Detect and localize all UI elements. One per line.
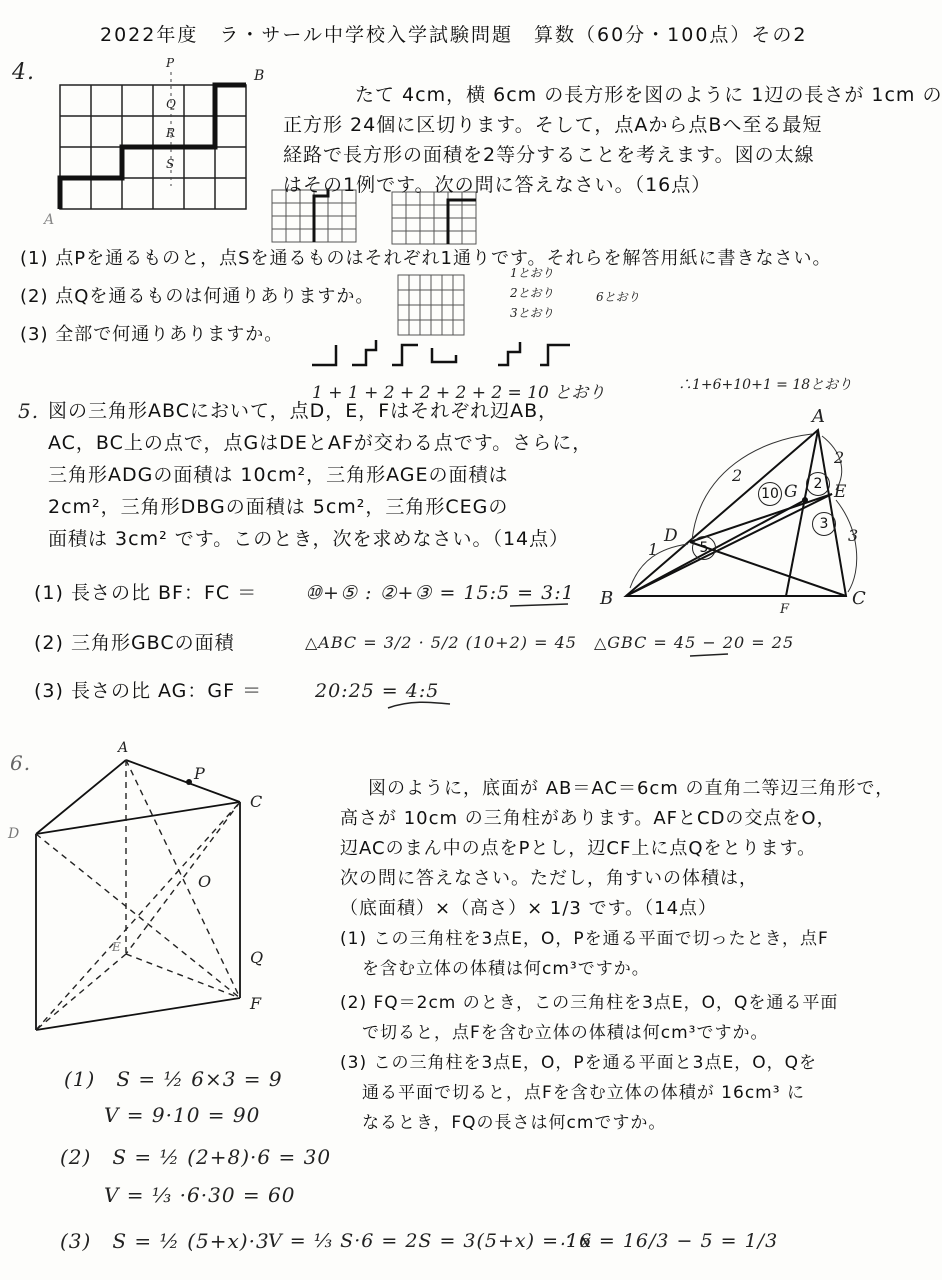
q5-sub1-work: ⑩+⑤ : ②+③ = 15:5 = 3:1 <box>305 582 575 604</box>
q4-sub1: (1) 点Pを通るものと，点Sを通るものはそれぞれ1通りです。それらを解答用紙に書きなさい。 <box>20 248 832 269</box>
q4-sub3: (3) 全部で何通りありますか。 <box>20 324 284 345</box>
q6-work3c: ∴ x = 16/3 − 5 = 1/3 <box>560 1230 779 1252</box>
q6-work1a: (1) S = ½ 6×3 = 9 <box>64 1067 283 1091</box>
q4-text-4: はその1例です。次の問に答えなさい。（16点） <box>283 174 712 196</box>
circle-5-text: 5 <box>692 536 716 560</box>
circle-3-text: 3 <box>812 512 836 536</box>
q5-label-A: A <box>812 406 825 427</box>
q6-sub3-line3: なるとき，FQの長さは何cmですか。 <box>362 1113 667 1133</box>
q6-label-E: E <box>112 940 121 954</box>
q6-sub1-line1: (1) この三角柱を3点E，O，Pを通る平面で切ったとき，点F <box>340 929 829 949</box>
q6-label-P: P <box>194 764 205 783</box>
q5-note-2b: 2 <box>834 448 845 467</box>
q6-label-C: C <box>250 792 263 811</box>
q4-text-1: たて 4cm，横 6cm の長方形を図のように 1辺の長さが 1cm の <box>355 84 942 106</box>
q4-label-R: R <box>166 126 176 140</box>
q6-text-5: （底面積）×（高さ）× 1/3 です。（14点） <box>340 898 718 919</box>
q5-sub2: (2) 三角形GBCの面積 <box>34 632 235 654</box>
q6-work3b: V = ⅓ S·6 = 2S = 3(5+x) = 16 <box>268 1230 593 1252</box>
q4-note-sum: 1 + 1 + 2 + 2 + 2 + 2 = 10 とおり <box>312 383 606 403</box>
q6-sub2-line1: (2) FQ＝2cm のとき，この三角柱を3点E，O，Qを通る平面 <box>340 993 839 1013</box>
q4-label-P: P <box>166 56 175 70</box>
circle-2-text: 2 <box>806 472 830 496</box>
q4-note-count1: 1とおり <box>510 266 554 280</box>
q5-label-C: C <box>852 588 866 609</box>
q5-text-2: AC，BC上の点で，点GはDEとAFが交わる点です。さらに， <box>48 432 593 454</box>
q6-work2a: (2) S = ½ (2+8)·6 = 30 <box>60 1145 332 1169</box>
q5-number: 5. <box>18 399 40 423</box>
q6-sub1-line2: を含む立体の体積は何cm³ですか。 <box>362 959 650 979</box>
q6-label-O: O <box>198 872 212 891</box>
q4-text-2: 正方形 24個に区切ります。そして，点Aから点Bへ至る最短 <box>283 114 823 136</box>
circle-10-text: 10 <box>758 482 782 506</box>
q6-sub3-line1: (3) この三角柱を3点E，O，Pを通る平面と3点E，O，Qを <box>340 1053 817 1073</box>
q4-number: 4. <box>12 60 35 85</box>
q6-work2b: V = ⅓ ·6·30 = 60 <box>104 1183 296 1207</box>
q5-label-B: B <box>600 588 614 609</box>
q5-label-E: E <box>834 482 847 502</box>
q5-text-4: 2cm²，三角形DBGの面積は 5cm²，三角形CEGの <box>48 496 509 518</box>
q6-work3a: (3) S = ½ (5+x)·3 <box>60 1229 270 1253</box>
q6-number: 6. <box>10 751 32 775</box>
q5-sub1: (1) 長さの比 BF：FC ＝ <box>34 582 258 604</box>
q6-work1b: V = 9·10 = 90 <box>104 1103 261 1127</box>
q5-text-5: 面積は 3cm² です。このとき，次を求めなさい。（14点） <box>48 528 570 550</box>
q5-text-3: 三角形ADGの面積は 10cm²，三角形AGEの面積は <box>48 464 509 486</box>
q5-label-G: G <box>784 482 798 502</box>
q4-note-answer: ∴1+6+10+1 = 18とおり <box>678 377 853 393</box>
q6-label-Q: Q <box>250 948 264 967</box>
q4-note-count3: 3とおり <box>510 306 554 320</box>
q6-text-3: 辺ACのまん中の点をPとし，辺CF上に点Qをとります。 <box>340 838 817 859</box>
q6-sub3-line2: 通る平面で切ると，点Fを含む立体の体積が 16cm³ に <box>362 1083 805 1103</box>
q4-label-A: A <box>44 212 55 228</box>
q6-text-2: 高さが 10cm の三角柱があります。AFとCDの交点をO， <box>340 808 836 829</box>
q5-sub3-work: 20:25 = 4:5 <box>315 680 440 702</box>
q4-label-S: S <box>166 157 175 171</box>
q6-label-A: A <box>118 740 129 756</box>
q6-label-F: F <box>250 994 262 1013</box>
q5-note-2a: 2 <box>732 466 743 485</box>
q5-label-F: F <box>780 602 790 617</box>
q5-text-1: 図の三角形ABCにおいて，点D，E，Fはそれぞれ辺AB， <box>48 400 559 422</box>
q4-sub2: (2) 点Qを通るものは何通りありますか。 <box>20 286 375 307</box>
q6-text-1: 図のように，底面が AB＝AC＝6cm の直角二等辺三角形で， <box>368 778 895 799</box>
q6-label-D: D <box>8 826 20 842</box>
q5-sub3: (3) 長さの比 AG：GF ＝ <box>34 680 263 702</box>
q4-text-3: 経路で長方形の面積を2等分することを考えます。図の太線 <box>283 144 815 166</box>
q6-text-4: 次の問に答えなさい。ただし，角すいの体積は， <box>340 868 758 889</box>
q4-note-total: 6とおり <box>596 290 640 304</box>
q4-label-Q: Q <box>166 97 176 111</box>
q5-sub2-work: △ABC = 3/2 · 5/2 (10+2) = 45 △GBC = 45 − 20 = 25 <box>305 633 795 652</box>
q6-sub2-line2: で切ると，点Fを含む立体の体積は何cm³ですか。 <box>362 1023 769 1043</box>
q5-note-3: 3 <box>848 526 859 545</box>
q5-note-1: 1 <box>648 540 659 559</box>
page-header: 2022年度 ラ・サール中学校入学試験問題 算数（60分・100点）その2 <box>100 24 808 46</box>
q5-label-D: D <box>664 526 678 546</box>
q4-note-count2: 2とおり <box>510 286 554 300</box>
q4-label-B: B <box>254 68 265 84</box>
